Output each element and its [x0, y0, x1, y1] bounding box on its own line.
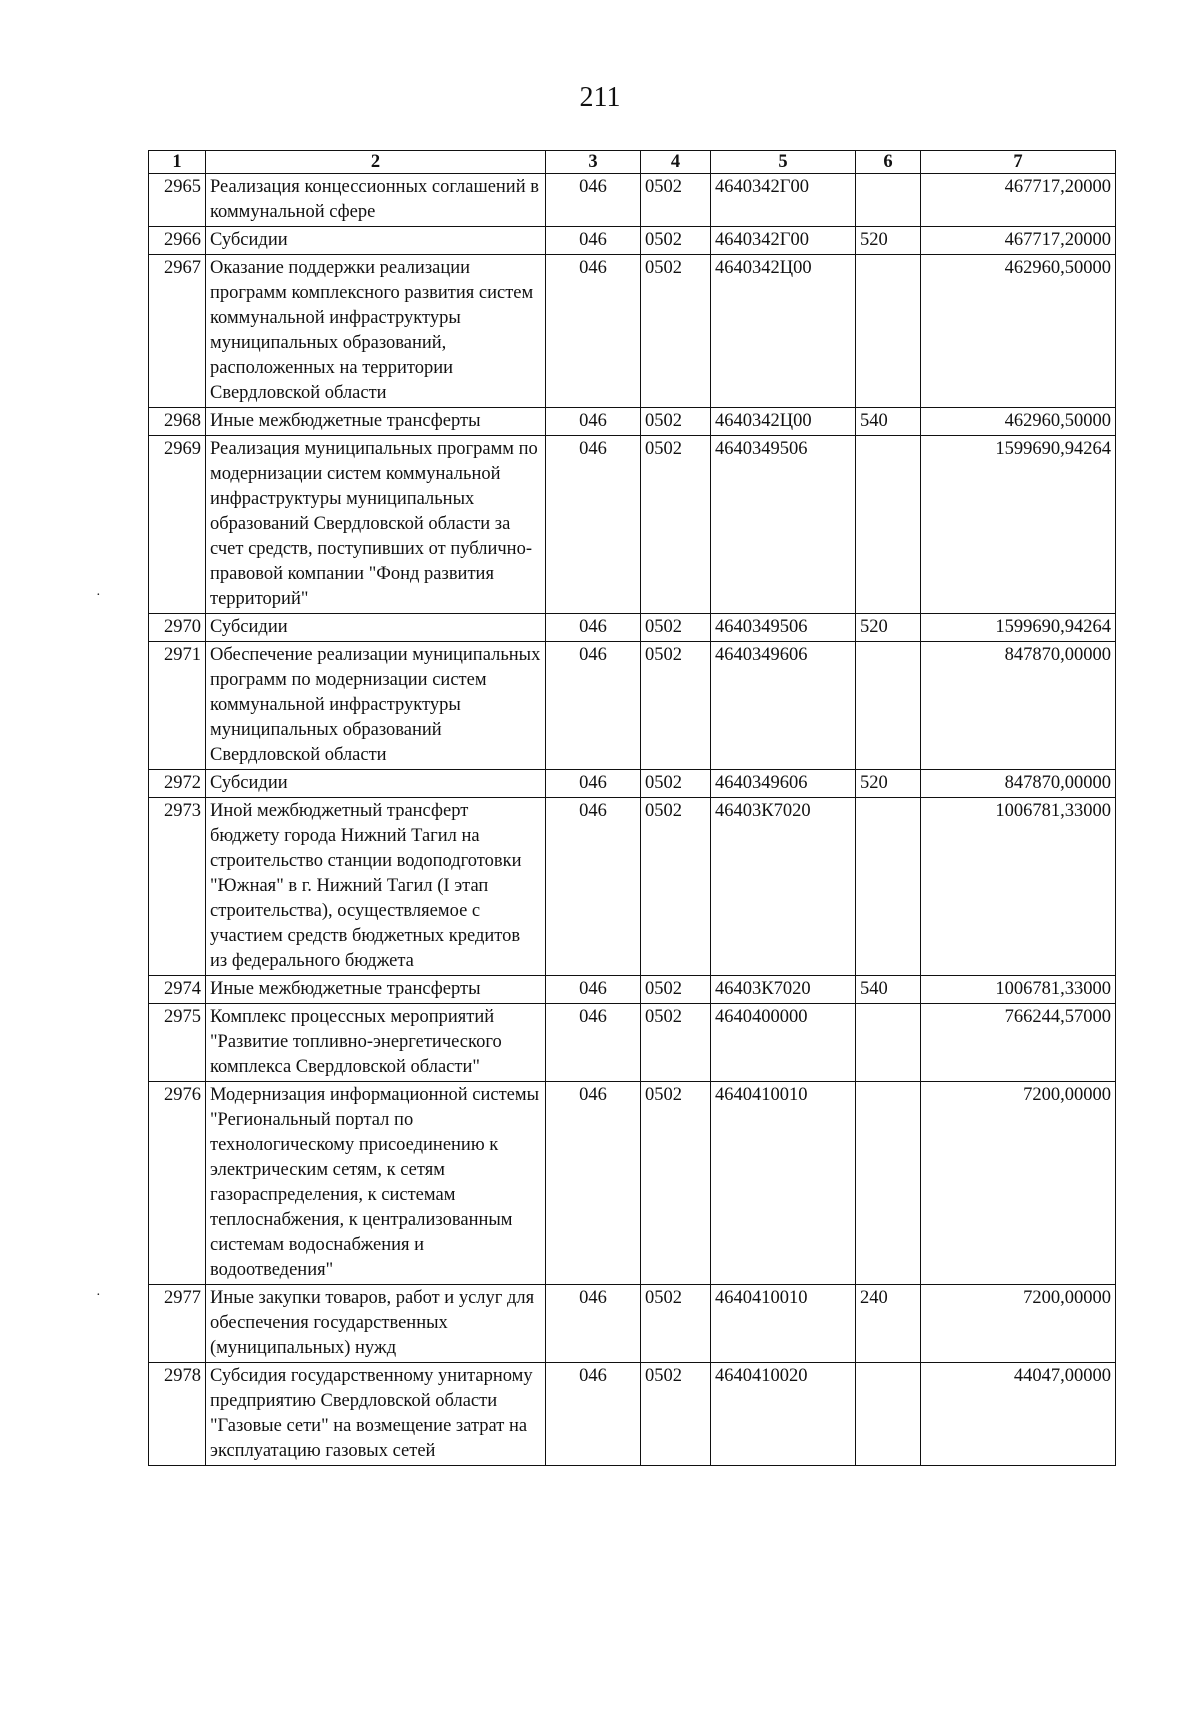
- row-target-article-cell: 46403К7020: [711, 798, 856, 976]
- row-name-cell: Субсидии: [206, 614, 546, 642]
- row-amount-cell: 1006781,33000: [921, 976, 1116, 1004]
- row-number-cell: 2971: [149, 642, 206, 770]
- header-cell: 5: [711, 151, 856, 174]
- row-target-article-cell: 4640349506: [711, 436, 856, 614]
- row-section-cell: 0502: [641, 255, 711, 408]
- row-target-article-cell: 4640349506: [711, 614, 856, 642]
- table-row: [149, 1285, 1116, 1363]
- row-section-cell: 0502: [641, 408, 711, 436]
- row-number-cell: 2973: [149, 798, 206, 976]
- header-cell: 7: [921, 151, 1116, 174]
- margin-dot: ·: [96, 588, 101, 603]
- row-amount-cell: 847870,00000: [921, 770, 1116, 798]
- row-amount-cell: 44047,00000: [921, 1363, 1116, 1466]
- table-row: [149, 408, 1116, 436]
- row-name-cell: Обеспечение реализации муниципальных программ по модернизации систем коммунальной инфраструктуры муниципальных образований Свердловской области: [206, 642, 546, 770]
- header-cell: 3: [546, 151, 641, 174]
- row-section-cell: 0502: [641, 642, 711, 770]
- row-grbs-cell: 046: [546, 227, 641, 255]
- table-row: [149, 1082, 1116, 1285]
- row-section-cell: 0502: [641, 1363, 711, 1466]
- row-target-article-cell: 4640342Ц00: [711, 408, 856, 436]
- table-row: [149, 174, 1116, 227]
- row-amount-cell: 462960,50000: [921, 408, 1116, 436]
- row-number-cell: 2977: [149, 1285, 206, 1363]
- row-name-cell: Субсидии: [206, 227, 546, 255]
- row-section-cell: 0502: [641, 614, 711, 642]
- row-number-cell: 2975: [149, 1004, 206, 1082]
- row-target-article-cell: 4640349606: [711, 770, 856, 798]
- row-expense-type-cell: [856, 174, 921, 227]
- row-expense-type-cell: 520: [856, 614, 921, 642]
- table-row: [149, 436, 1116, 614]
- row-number-cell: 2978: [149, 1363, 206, 1466]
- row-expense-type-cell: [856, 798, 921, 976]
- row-name-cell: Иной межбюджетный трансферт бюджету города Нижний Тагил на строительство станции водоподготовки "Южная" в г. Нижний Тагил (I этап строительства), осуществляемое с участием средств бюджетных кредитов из федерального бюджета: [206, 798, 546, 976]
- row-grbs-cell: 046: [546, 1004, 641, 1082]
- row-amount-cell: 462960,50000: [921, 255, 1116, 408]
- row-amount-cell: 1006781,33000: [921, 798, 1116, 976]
- row-expense-type-cell: 520: [856, 770, 921, 798]
- header-cell: 2: [206, 151, 546, 174]
- row-section-cell: 0502: [641, 798, 711, 976]
- row-number-cell: 2970: [149, 614, 206, 642]
- row-name-cell: Реализация муниципальных программ по модернизации систем коммунальной инфраструктуры муниципальных образований Свердловской области за счет средств, поступивших от публично-правовой компании "Фонд развития территорий": [206, 436, 546, 614]
- header-cell: 1: [149, 151, 206, 174]
- row-amount-cell: 7200,00000: [921, 1082, 1116, 1285]
- row-grbs-cell: 046: [546, 642, 641, 770]
- row-name-cell: Модернизация информационной системы "Региональный портал по технологическому присоединению к электрическим сетям, к сетям газораспределения, к системам теплоснабжения, к централизованным системам водоснабжения и водоотведения": [206, 1082, 546, 1285]
- row-number-cell: 2968: [149, 408, 206, 436]
- row-name-cell: Комплекс процессных мероприятий "Развитие топливно-энергетического комплекса Свердловской области": [206, 1004, 546, 1082]
- row-number-cell: 2965: [149, 174, 206, 227]
- row-grbs-cell: 046: [546, 976, 641, 1004]
- row-grbs-cell: 046: [546, 436, 641, 614]
- row-section-cell: 0502: [641, 1082, 711, 1285]
- row-expense-type-cell: [856, 436, 921, 614]
- table-row: [149, 770, 1116, 798]
- row-section-cell: 0502: [641, 1285, 711, 1363]
- row-name-cell: Иные межбюджетные трансферты: [206, 976, 546, 1004]
- row-target-article-cell: 4640342Ц00: [711, 255, 856, 408]
- row-target-article-cell: 4640410020: [711, 1363, 856, 1466]
- row-section-cell: 0502: [641, 1004, 711, 1082]
- budget-table: [148, 150, 1116, 1466]
- row-target-article-cell: 4640410010: [711, 1285, 856, 1363]
- row-number-cell: 2974: [149, 976, 206, 1004]
- header-cell: 6: [856, 151, 921, 174]
- table-row: [149, 255, 1116, 408]
- row-target-article-cell: 46403К7020: [711, 976, 856, 1004]
- row-section-cell: 0502: [641, 770, 711, 798]
- row-name-cell: Субсидия государственному унитарному предприятию Свердловской области "Газовые сети" на возмещение затрат на эксплуатацию газовых сетей: [206, 1363, 546, 1466]
- header-cell: 4: [641, 151, 711, 174]
- row-grbs-cell: 046: [546, 408, 641, 436]
- row-grbs-cell: 046: [546, 1082, 641, 1285]
- row-name-cell: Иные закупки товаров, работ и услуг для обеспечения государственных (муниципальных) нужд: [206, 1285, 546, 1363]
- row-section-cell: 0502: [641, 174, 711, 227]
- table-row: [149, 798, 1116, 976]
- row-number-cell: 2972: [149, 770, 206, 798]
- row-expense-type-cell: [856, 1363, 921, 1466]
- row-number-cell: 2967: [149, 255, 206, 408]
- row-grbs-cell: 046: [546, 174, 641, 227]
- row-grbs-cell: 046: [546, 798, 641, 976]
- row-expense-type-cell: [856, 255, 921, 408]
- row-expense-type-cell: 540: [856, 976, 921, 1004]
- table-row: [149, 976, 1116, 1004]
- row-grbs-cell: 046: [546, 255, 641, 408]
- table-row: [149, 1363, 1116, 1466]
- margin-dot: ·: [96, 1288, 101, 1303]
- row-name-cell: Субсидии: [206, 770, 546, 798]
- row-name-cell: Оказание поддержки реализации программ комплексного развития систем коммунальной инфраструктуры муниципальных образований, расположенных на территории Свердловской области: [206, 255, 546, 408]
- row-number-cell: 2966: [149, 227, 206, 255]
- row-expense-type-cell: [856, 642, 921, 770]
- row-target-article-cell: 4640400000: [711, 1004, 856, 1082]
- table-row: [149, 614, 1116, 642]
- header-row: [149, 151, 1116, 174]
- row-amount-cell: 7200,00000: [921, 1285, 1116, 1363]
- row-expense-type-cell: 240: [856, 1285, 921, 1363]
- row-number-cell: 2976: [149, 1082, 206, 1285]
- row-section-cell: 0502: [641, 976, 711, 1004]
- row-expense-type-cell: 540: [856, 408, 921, 436]
- row-amount-cell: 467717,20000: [921, 227, 1116, 255]
- row-section-cell: 0502: [641, 227, 711, 255]
- row-number-cell: 2969: [149, 436, 206, 614]
- row-grbs-cell: 046: [546, 614, 641, 642]
- row-amount-cell: 1599690,94264: [921, 614, 1116, 642]
- row-amount-cell: 467717,20000: [921, 174, 1116, 227]
- row-amount-cell: 847870,00000: [921, 642, 1116, 770]
- row-grbs-cell: 046: [546, 1285, 641, 1363]
- row-target-article-cell: 4640410010: [711, 1082, 856, 1285]
- row-section-cell: 0502: [641, 436, 711, 614]
- page-number: 211: [579, 82, 621, 113]
- row-amount-cell: 766244,57000: [921, 1004, 1116, 1082]
- row-name-cell: Реализация концессионных соглашений в коммунальной сфере: [206, 174, 546, 227]
- row-expense-type-cell: 520: [856, 227, 921, 255]
- row-name-cell: Иные межбюджетные трансферты: [206, 408, 546, 436]
- row-target-article-cell: 4640342Г00: [711, 174, 856, 227]
- row-grbs-cell: 046: [546, 1363, 641, 1466]
- row-grbs-cell: 046: [546, 770, 641, 798]
- table-row: [149, 227, 1116, 255]
- row-amount-cell: 1599690,94264: [921, 436, 1116, 614]
- table-row: [149, 642, 1116, 770]
- row-target-article-cell: 4640349606: [711, 642, 856, 770]
- row-expense-type-cell: [856, 1004, 921, 1082]
- row-expense-type-cell: [856, 1082, 921, 1285]
- row-target-article-cell: 4640342Г00: [711, 227, 856, 255]
- table-row: [149, 1004, 1116, 1082]
